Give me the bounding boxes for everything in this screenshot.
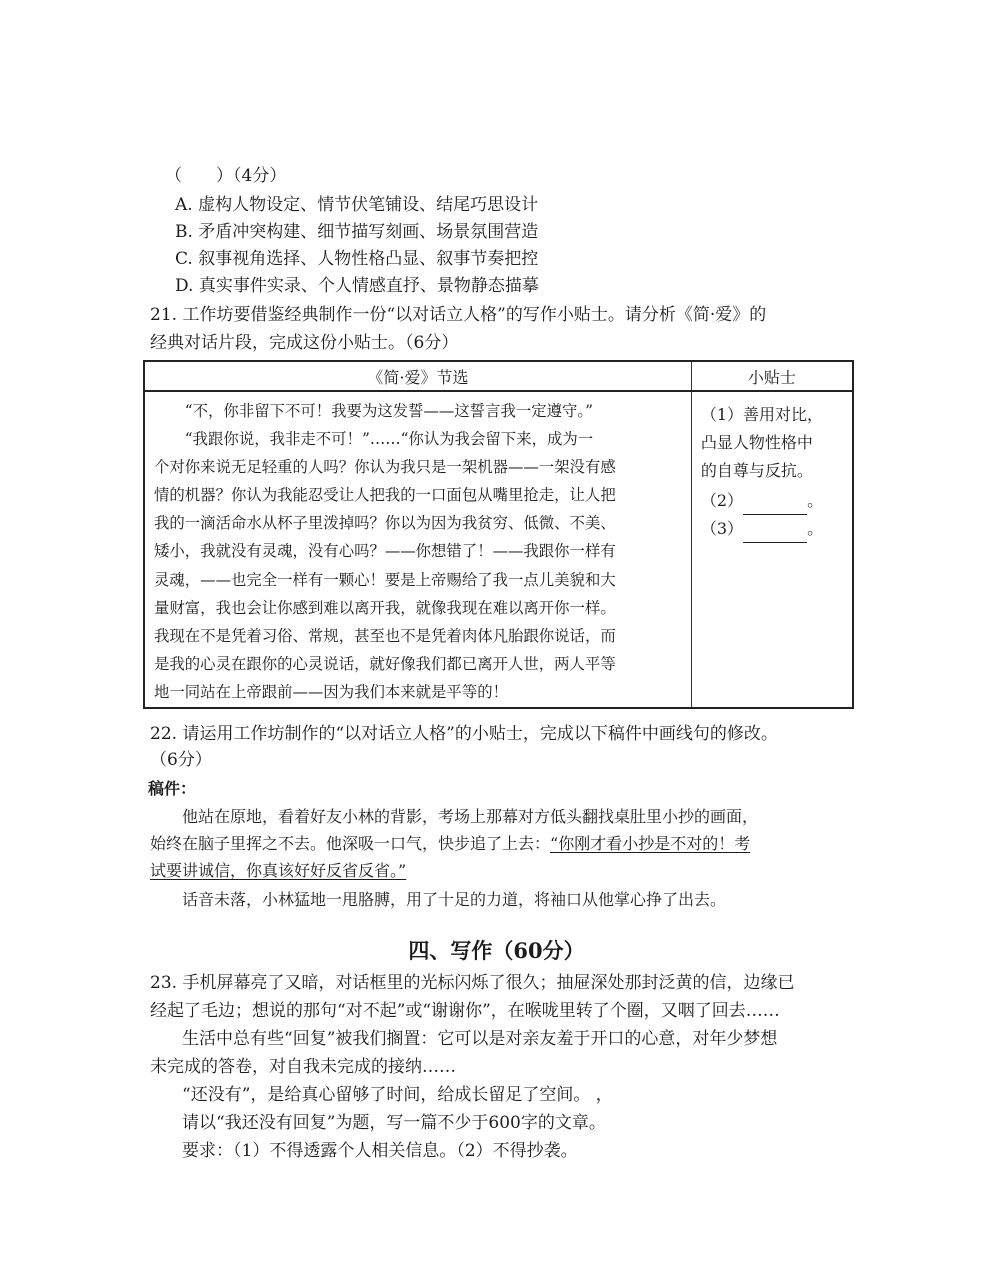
draft-label: 稿件： — [148, 779, 197, 798]
draft-line-4: 话音未落，小林猛地一甩胳膊，用了十足的力道，将袖口从他掌心挣了出去。 — [182, 890, 727, 909]
draft-line-1: 他站在原地，看着好友小林的背影，考场上那幕对方低头翻找桌肚里小抄的画面， — [182, 807, 759, 826]
q20-option-d: D. 真实事件实录、个人情感直抒、景物静态描摹 — [175, 276, 539, 296]
tips-cell — [691, 391, 853, 708]
draft-line-2 — [150, 831, 750, 857]
q23-line-2: 经起了毛边；想说的那句“对不起”或“谢谢你”，在喉咙里转了个圈，又咽了回去…… — [150, 1001, 780, 1021]
excerpt-line: 量财富，我也会让你感到难以离开我，就像我现在难以离开你一样。 — [154, 598, 616, 617]
q20-stem: （ ）（4分） — [165, 166, 287, 186]
excerpt-line: 地一同站在上帝跟前——因为我们本来就是平等的！ — [154, 682, 508, 701]
excerpt-header: 《简·爱》节选 — [144, 361, 691, 391]
q23-line-5: “还没有”，是给真心留够了时间，给成长留足了空间。 ， — [182, 1085, 613, 1105]
excerpt-line: 我现在不是凭着习俗、常规，甚至也不是凭着肉体凡胎跟你说话，而 — [154, 626, 616, 645]
tip-1: （1）善用对比，凸显人物性格中的自尊与反抗。 — [700, 405, 824, 480]
excerpt-line: 灵魂，——也完全一样有一颗心！要是上帝赐给了我一点儿美貌和大 — [154, 570, 616, 589]
excerpt-line: 我的一滴活命水从杯子里泼掉吗？你以为因为我贫穷、低微、不美、 — [154, 514, 616, 533]
excerpt-line: 是我的心灵在跟你的心灵说话，就好像我们都已离开人世，两人平等 — [154, 654, 616, 673]
q21-stem-line2: 经典对话片段，完成这份小贴士。（6分） — [150, 333, 459, 353]
q23-line-7: 要求：（1）不得透露个人相关信息。（2）不得抄袭。 — [182, 1141, 578, 1161]
q23-line-4: 未完成的答卷，对自我未完成的接纳…… — [150, 1057, 456, 1077]
tip-3-label: （3） — [700, 519, 744, 538]
draft-line-2-plain: 始终在脑子里挥之不去。他深吸一口气，快步追了上去： — [150, 834, 551, 853]
tip-2 — [701, 487, 825, 515]
q23-line-6: 请以“我还没有回复”为题，写一篇不少于600字的文章。 — [182, 1113, 606, 1133]
draft-underlined-end: 试要讲诚信，你真该好好反省反省。” — [150, 861, 407, 880]
excerpt-line: 个对你来说无足轻重的人吗？你认为我只是一架机器——一架没有感 — [154, 458, 616, 477]
tip-3-blank[interactable] — [743, 524, 807, 543]
q22-stem-line1: 22. 请运用工作坊制作的“以对话立人格”的小贴士，完成以下稿件中画线句的修改。 — [150, 724, 778, 744]
q20-option-a: A. 虚构人物设定、情节伏笔铺设、结尾巧思设计 — [175, 195, 539, 215]
tips-header: 小贴士 — [691, 361, 853, 391]
excerpt-line: “我跟你说，我非走不可！”……“你认为我会留下来，成为一 — [154, 430, 594, 449]
excerpt-line: 矮小，我就没有灵魂，没有心吗？——你想错了！——我跟你一样有 — [154, 542, 616, 561]
jane-eyre-table — [143, 360, 854, 709]
draft-line-3 — [150, 858, 406, 884]
section-title: 四、写作（60分） — [408, 938, 585, 963]
tip-2-end: 。 — [807, 491, 824, 510]
q22-stem-line2: （6分） — [150, 750, 212, 770]
excerpt-line: 情的机器？你认为我能忍受让人把我的一口面包从嘴里抢走，让人把 — [154, 486, 616, 505]
tip-3-end: 。 — [807, 519, 824, 538]
excerpt-cell — [144, 391, 691, 708]
tip-3 — [701, 515, 825, 543]
q23-line-1: 23. 手机屏幕亮了又暗，对话框里的光标闪烁了很久；抽屉深处那封泛黄的信，边缘已 — [150, 973, 795, 993]
q20-option-c: C. 叙事视角选择、人物性格凸显、叙事节奏把控 — [175, 249, 539, 269]
q21-stem-line1: 21. 工作坊要借鉴经典制作一份“以对话立人格”的写作小贴士。请分析《简·爱》的 — [150, 305, 767, 325]
tip-2-label: （2） — [700, 491, 744, 510]
q23-line-3: 生活中总有些“回复”被我们搁置：它可以是对亲友羞于开口的心意，对年少梦想 — [182, 1029, 778, 1049]
tip-2-blank[interactable] — [743, 496, 807, 515]
draft-underlined-start: “你刚才看小抄是不对的！考 — [550, 834, 751, 853]
excerpt-line: “不，你非留下不可！我要为这发誓——这誓言我一定遵守。” — [154, 402, 593, 420]
q20-option-b: B. 矛盾冲突构建、细节描写刻画、场景氛围营造 — [175, 222, 539, 242]
